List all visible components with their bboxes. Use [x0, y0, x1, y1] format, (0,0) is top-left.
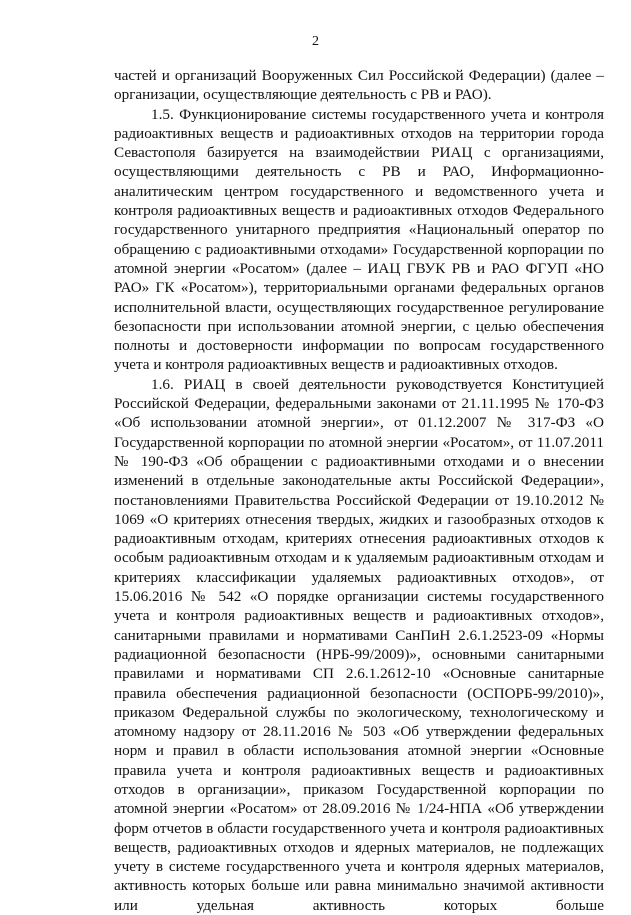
- paragraph-continuation: частей и организаций Вооруженных Сил Российской Федерации) (далее – организации, осуществляющие деятельность с РВ и РАО).: [114, 67, 604, 104]
- paragraph-item-1-6: 1.6. РИАЦ в своей деятельности руководствуется Конституцией Российской Федерации, федеральными законами от 21.11.1995 № 170-ФЗ «Об использовании атомной энергии», от 01.12.2007 № 317-ФЗ «О Государственной корпорации по атомной энергии «Росатом», от 11.07.2011 № 190-ФЗ «Об обращении с радиоактивными отходами и о внесении изменений в отдельные законодательные акты Российской Федерации», постановлениями Правительства Российской Федерации от 19.10.2012 № 1069 «О критериях отнесения твердых, жидких и газообразных отходов к радиоактивным отходам, критериях отнесения радиоактивных отходов к особым радиоактивным отходам и к удаляемым радиоактивным отходам и критериях классификации удаляемых радиоактивных отходов», от 15.06.2016 № 542 «О порядке организации системы государственного учета и контроля радиоактивных веществ и радиоактивных отходов», санитарными правилами и нормативами СанПиН 2.6.1.2523-09 «Нормы радиационной безопасности (НРБ-99/2009)», основными санитарными правилами и нормативами СП 2.6.1.2612-10 «Основные санитарные правила обеспечения радиационной безопасности (ОСПОРБ-99/2010)», приказом Федеральной службы по экологическому, технологическому и атомному надзору от 28.11.2016 № 503 «Об утверждении федеральных норм и правил в области использования атомной энергии «Основные правила учета и контроля радиоактивных веществ и радиоактивных отходов в организации», приказом Государственной корпорации по атомной энергии «Росатом» от 28.09.2016 № 1/24-НПА «Об утверждении форм отчетов в области государственного учета и контроля радиоактивных веществ, радиоактивных отходов и ядерных материалов, не подлежащих учету в системе государственного учета и контроля ядерных материалов, активность которых больше или равна минимально значимой активности или удельная активность которых больше: [114, 375, 604, 914]
- paragraph-item-1-5: 1.5. Функционирование системы государственного учета и контроля радиоактивных веществ и радиоактивных отходов на территории города Севастополя базируется на взаимодействии РИАЦ с организациями, осуществляющими деятельность с РВ и РАО, Информационно-аналитическим центром государственного и ведомственного учета и контроля радиоактивных веществ и радиоактивных отходов Федерального государственного унитарного предприятия «Национальный оператор по обращению с радиоактивными отходами» Государственной корпорации по атомной энергии «Росатом» (далее – ИАЦ ГВУК РВ и РАО ФГУП «НО РАО» ГК «Росатом»), территориальными органами федеральных органов исполнительной власти, осуществляющих государственное регулирование безопасности при использовании атомной энергии, с целью обеспечения полноты и достоверности информации по вопросам государственного учета и контроля радиоактивных веществ и радиоактивных отходов.: [114, 105, 604, 374]
- document-body: [114, 66, 604, 915]
- page-number: 2: [312, 34, 319, 49]
